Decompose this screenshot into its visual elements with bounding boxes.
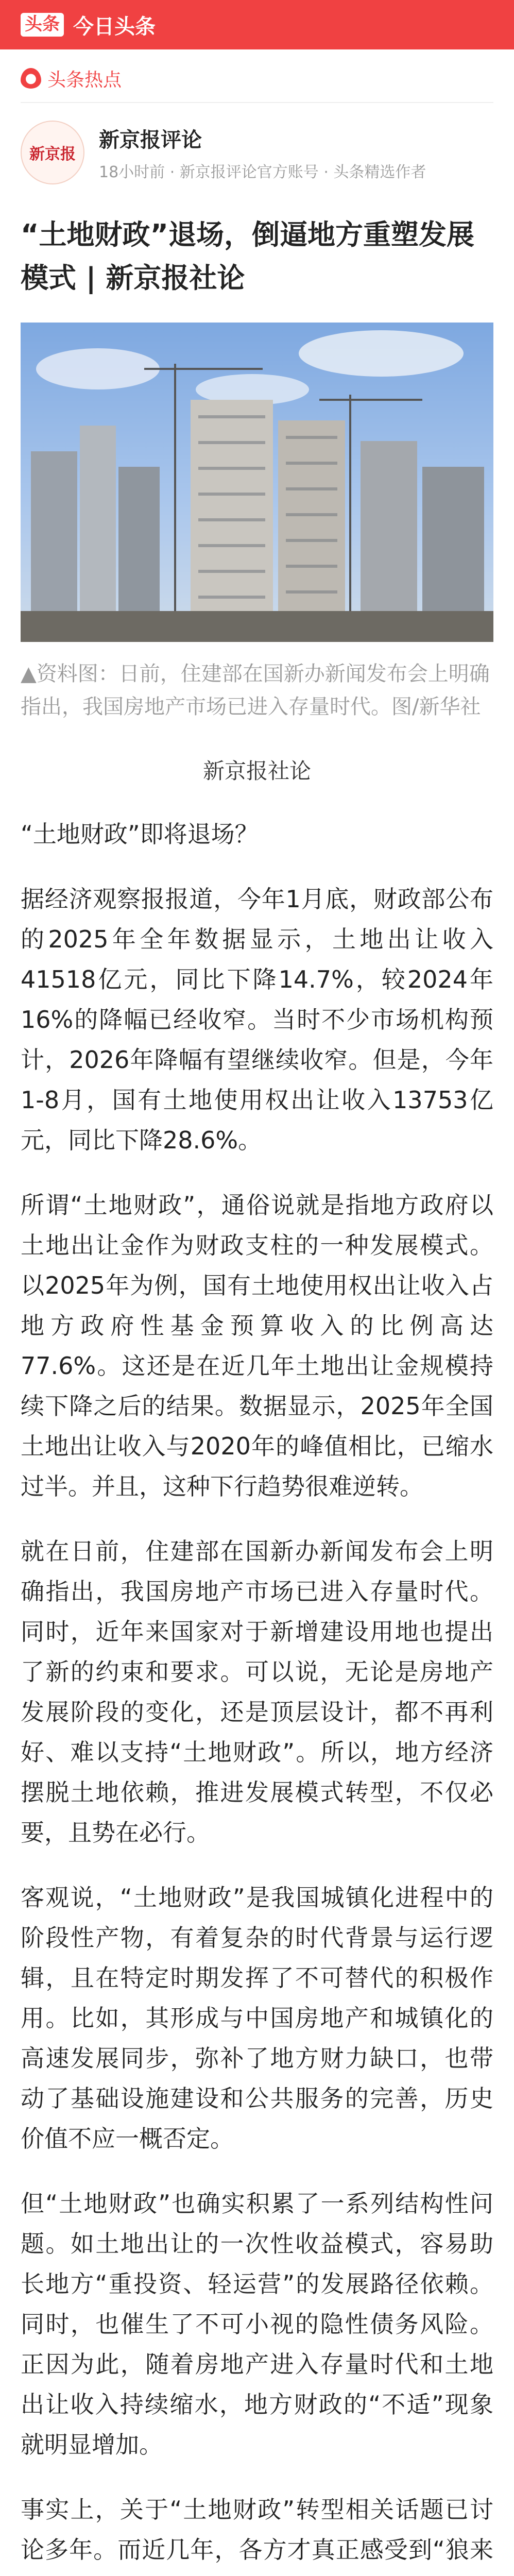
paragraph: 所谓“土地财政”，通俗说就是指地方政府以土地出让金作为财政支柱的一种发展模式。以2025年为例，国有土地使用权出让收入占地方政府性基金预算收入的比例高达77.6%。这还是在近几年土地出让金规模持续下降之后的结果。数据显示，2025年全国土地出让收入与2020年的峰值相比，已缩水过半。并且，这种下行趋势很难逆转。: [21, 1191, 493, 1500]
paragraph: 就在日前，住建部在国新办新闻发布会上明确指出，我国房地产市场已进入存量时代。同时，近年来国家对于新增建设用地也提出了新的约束和要求。可以说，无论是房地产发展阶段的变化，还是顶层设计，都不再利好、难以支持“土地财政”。所以，地方经济摆脱土地依赖，推进发展模式转型，不仅必要，且势在必行。: [21, 1537, 493, 1846]
paragraph: 据经济观察报报道，今年1月底，财政部公布的2025年全年数据显示，土地出让收入41518亿元，同比下降14.7%，较2024年16%的降幅已经收窄。当时不少市场机构预计，2026年降幅有望继续收窄。但是，今年1-8月，国有土地使用权出让收入13753亿元，同比下降28.6%。: [21, 885, 493, 1154]
author-name[interactable]: 新京报评论: [99, 128, 202, 152]
hot-topic-tag[interactable]: [21, 63, 514, 94]
article-body: [21, 814, 493, 2576]
app-logo: 头条: [21, 13, 64, 36]
author-block[interactable]: [21, 121, 493, 184]
hot-topic-label: 头条热点: [47, 69, 122, 91]
image-caption: ▲资料图：日前，住建部在国新办新闻发布会上明确指出，我国房地产市场已进入存量时代。图/新华社: [21, 662, 490, 719]
article-title: “土地财政”退场，倒逼地方重塑发展模式 | 新京报社论: [21, 218, 474, 294]
app-name: 今日头条: [73, 14, 156, 39]
paragraph: 但“土地财政”也确实积累了一系列结构性问题。如土地出让的一次性收益模式，容易助长地方“重投资、轻运营”的发展路径依赖。同时，也催生了不可小视的隐性债务风险。正因为此，随着房地产进入存量时代和土地出让收入持续缩水，地方财政的“不适”现象就明显增加。: [21, 2190, 493, 2459]
hero-image[interactable]: [21, 323, 493, 642]
avatar[interactable]: 新京报: [21, 121, 84, 184]
paragraph: 事实上，关于“土地财政”转型相关话题已讨论多年。而近几年，各方才真正感受到“狼来: [21, 2496, 493, 2564]
building-illustration: [21, 323, 493, 642]
paragraph: “土地财政”即将退场？: [21, 820, 259, 848]
paragraph: 客观说，“土地财政”是我国城镇化进程中的阶段性产物，有着复杂的时代背景与运行逻辑，且在特定时期发挥了不可替代的积极作用。比如，其形成与中国房地产和城镇化的高速发展同步，弥补了地方财力缺口，也带动了基础设施建设和公共服务的完善，历史价值不应一概否定。: [21, 1884, 493, 2153]
app-header: [0, 0, 514, 49]
flame-icon: ●: [21, 68, 41, 89]
article-source: 新京报社论: [202, 758, 311, 784]
divider: [21, 102, 493, 103]
author-meta: 18小时前 · 新京报评论官方账号 · 头条精选作者: [99, 163, 426, 181]
